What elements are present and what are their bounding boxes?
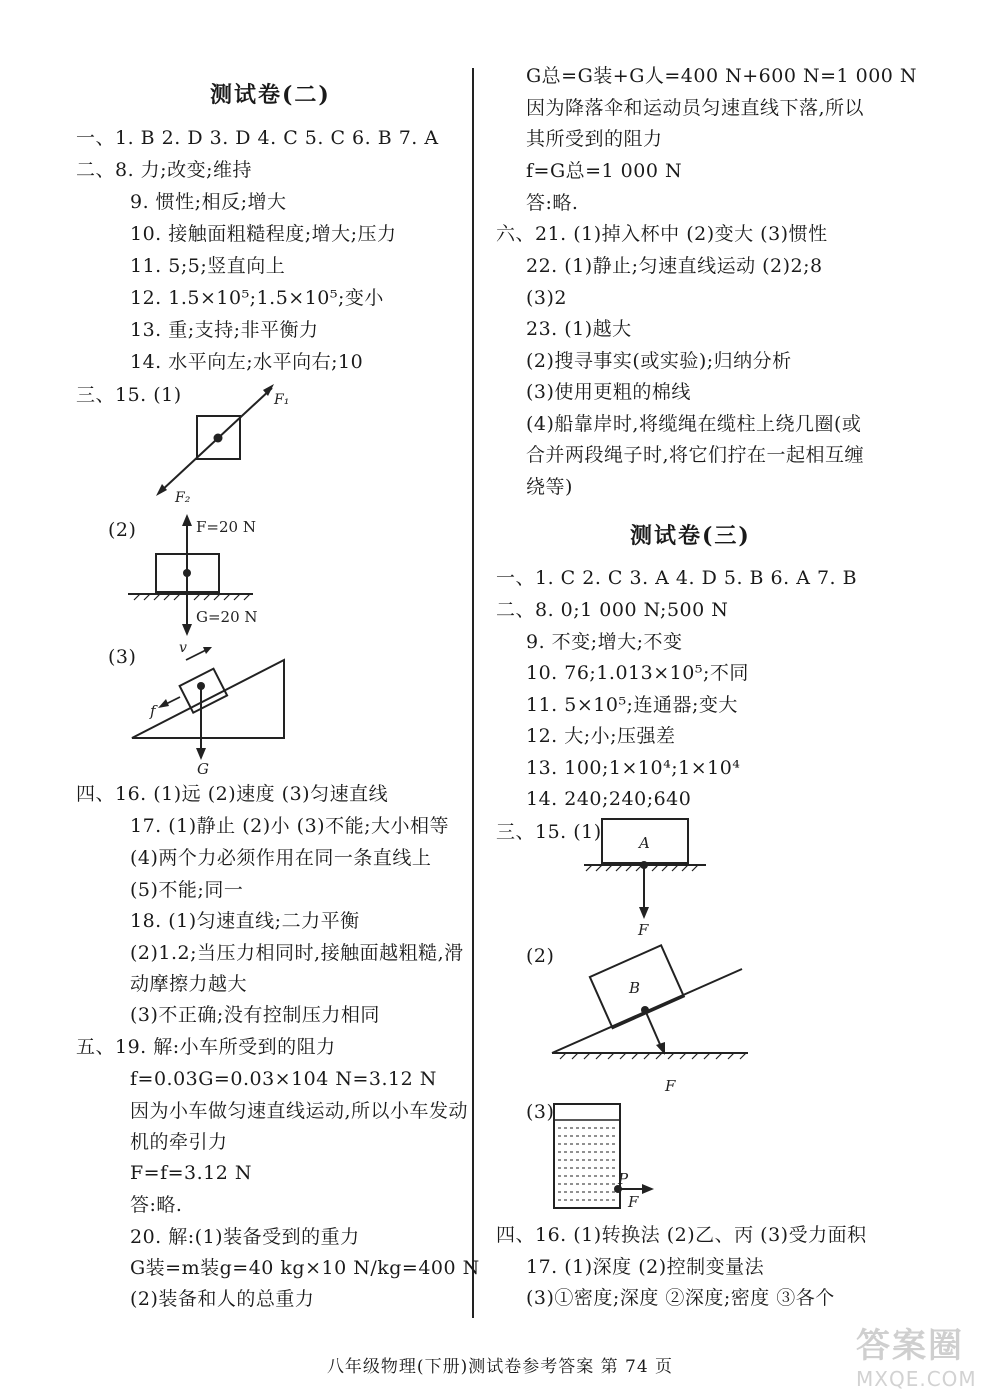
answer-line: 机的牵引力 bbox=[130, 1131, 228, 1153]
answer-line: 因为降落伞和运动员匀速直线下落,所以 bbox=[526, 97, 865, 119]
answer-line: (3)不正确;没有控制压力相同 bbox=[130, 1004, 380, 1026]
f2-label: F₂ bbox=[175, 490, 191, 506]
page-footer: 八年级物理(下册)测试卷参考答案 第 74 页 bbox=[326, 1357, 674, 1377]
answer-line: (4)两个力必须作用在同一条直线上 bbox=[130, 847, 432, 869]
answer-line: 二、8. 0;1 000 N;500 N bbox=[496, 599, 729, 621]
f1-label: F₁ bbox=[274, 392, 290, 408]
answer-line: 因为小车做匀速直线运动,所以小车发动 bbox=[130, 1100, 469, 1122]
answer-line: 14. 240;240;640 bbox=[526, 788, 692, 810]
answer-line: 一、1. C 2. C 3. A 4. D 5. B 6. A 7. B bbox=[496, 567, 858, 589]
answer-line: 9. 不变;增大;不变 bbox=[526, 631, 683, 653]
answer-line: 其所受到的阻力 bbox=[526, 128, 663, 150]
answer-line: 13. 100;1×10⁴;1×10⁴ bbox=[526, 757, 741, 779]
answer-line: 17. (1)深度 (2)控制变量法 bbox=[526, 1256, 765, 1278]
answer-line: (3) bbox=[108, 646, 137, 668]
answer-line: 二、8. 力;改变;维持 bbox=[76, 159, 252, 181]
answer-line: 18. (1)匀速直线;二力平衡 bbox=[130, 910, 360, 932]
answer-line: 动摩擦力越大 bbox=[130, 973, 248, 995]
answer-line: 12. 1.5×10⁵;1.5×10⁵;变小 bbox=[130, 287, 384, 309]
answer-line: 四、16. (1)转换法 (2)乙、丙 (3)受力面积 bbox=[496, 1224, 867, 1246]
answer-line: 10. 接触面粗糙程度;增大;压力 bbox=[130, 223, 397, 245]
answer-line: 13. 重;支持;非平衡力 bbox=[130, 319, 319, 341]
watermark-url: MXQE.COM bbox=[856, 1367, 977, 1391]
answer-line: 17. (1)静止 (2)小 (3)不能;大小相等 bbox=[130, 815, 449, 837]
answer-line: 11. 5×10⁵;连通器;变大 bbox=[526, 694, 738, 716]
answer-line: 三、15. (1) bbox=[76, 384, 182, 406]
answer-line: 合并两段绳子时,将它们拧在一起相互缠 bbox=[526, 444, 865, 466]
block-a-label: A bbox=[639, 834, 650, 852]
answer-line: 23. (1)越大 bbox=[526, 318, 632, 340]
force-diagram-a bbox=[580, 815, 710, 940]
answer-line: (2)装备和人的总重力 bbox=[130, 1288, 315, 1310]
answer-line: (2) bbox=[526, 945, 555, 967]
g-label: G=20 N bbox=[196, 608, 258, 626]
answer-line: 答:略. bbox=[526, 192, 579, 214]
force-diagram-1 bbox=[150, 380, 300, 510]
answer-line: F=f=3.12 N bbox=[130, 1162, 253, 1184]
answer-line: G总=G装+G人=400 N+600 N=1 000 N bbox=[526, 65, 918, 87]
answer-line: 绕等) bbox=[526, 476, 573, 498]
answer-line: 四、16. (1)远 (2)速度 (3)匀速直线 bbox=[76, 783, 389, 805]
watermark-logo bbox=[856, 1318, 986, 1391]
g-label: G bbox=[197, 760, 209, 778]
column-divider bbox=[472, 68, 474, 1318]
answer-line: 20. 解:(1)装备受到的重力 bbox=[130, 1226, 360, 1248]
answer-line: 答:略. bbox=[130, 1194, 183, 1216]
answer-line: (2) bbox=[108, 519, 137, 541]
f-label: F bbox=[628, 1193, 639, 1211]
answer-line: 14. 水平向左;水平向右;10 bbox=[130, 351, 364, 373]
force-diagram-2 bbox=[128, 512, 298, 637]
watermark-text: 答案圈 bbox=[856, 1326, 964, 1366]
answer-line: 五、19. 解:小车所受到的阻力 bbox=[76, 1036, 336, 1058]
answer-line: (3) bbox=[526, 1101, 555, 1123]
f-label: F bbox=[638, 921, 649, 939]
answer-line: 三、15. (1) bbox=[496, 821, 602, 843]
force-diagram-3 bbox=[128, 638, 298, 778]
pressure-diagram bbox=[550, 1100, 670, 1215]
answer-line: (2)1.2;当压力相同时,接触面越粗糙,滑 bbox=[130, 942, 464, 964]
f-label: F=20 N bbox=[196, 518, 256, 536]
answer-line: 12. 大;小;压强差 bbox=[526, 725, 676, 747]
p-label: P bbox=[618, 1170, 629, 1188]
answer-line: 10. 76;1.013×10⁵;不同 bbox=[526, 662, 749, 684]
answer-line: f=0.03G=0.03×104 N=3.12 N bbox=[130, 1068, 437, 1090]
answer-line: (4)船靠岸时,将缆绳在缆柱上绕几圈(或 bbox=[526, 413, 862, 435]
force-diagram-b bbox=[552, 945, 752, 1095]
answer-line: 一、1. B 2. D 3. D 4. C 5. C 6. B 7. A bbox=[76, 127, 439, 149]
right-section-title: 测试卷(三) bbox=[630, 523, 751, 549]
answer-line: (5)不能;同一 bbox=[130, 879, 244, 901]
answer-line: (3)①密度;深度 ②深度;密度 ③各个 bbox=[526, 1287, 835, 1309]
v-label: v bbox=[179, 640, 187, 656]
f-label: f bbox=[150, 702, 156, 720]
answer-line: f=G总=1 000 N bbox=[526, 160, 683, 182]
answer-line: 11. 5;5;竖直向上 bbox=[130, 255, 286, 277]
answer-line: (2)搜寻事实(或实验);归纳分析 bbox=[526, 350, 792, 372]
left-section-title: 测试卷(二) bbox=[210, 82, 331, 108]
answer-line: (3)使用更粗的棉线 bbox=[526, 381, 691, 403]
answer-line: 22. (1)静止;匀速直线运动 (2)2;8 bbox=[526, 255, 823, 277]
answer-line: 六、21. (1)掉入杯中 (2)变大 (3)惯性 bbox=[496, 223, 828, 245]
answer-line: 9. 惯性;相反;增大 bbox=[130, 191, 287, 213]
answer-line: (3)2 bbox=[526, 287, 568, 309]
block-b-label: B bbox=[629, 979, 641, 997]
answer-line: G装=m装g=40 kg×10 N/kg=400 N bbox=[130, 1257, 480, 1279]
f-label: F bbox=[665, 1077, 676, 1095]
